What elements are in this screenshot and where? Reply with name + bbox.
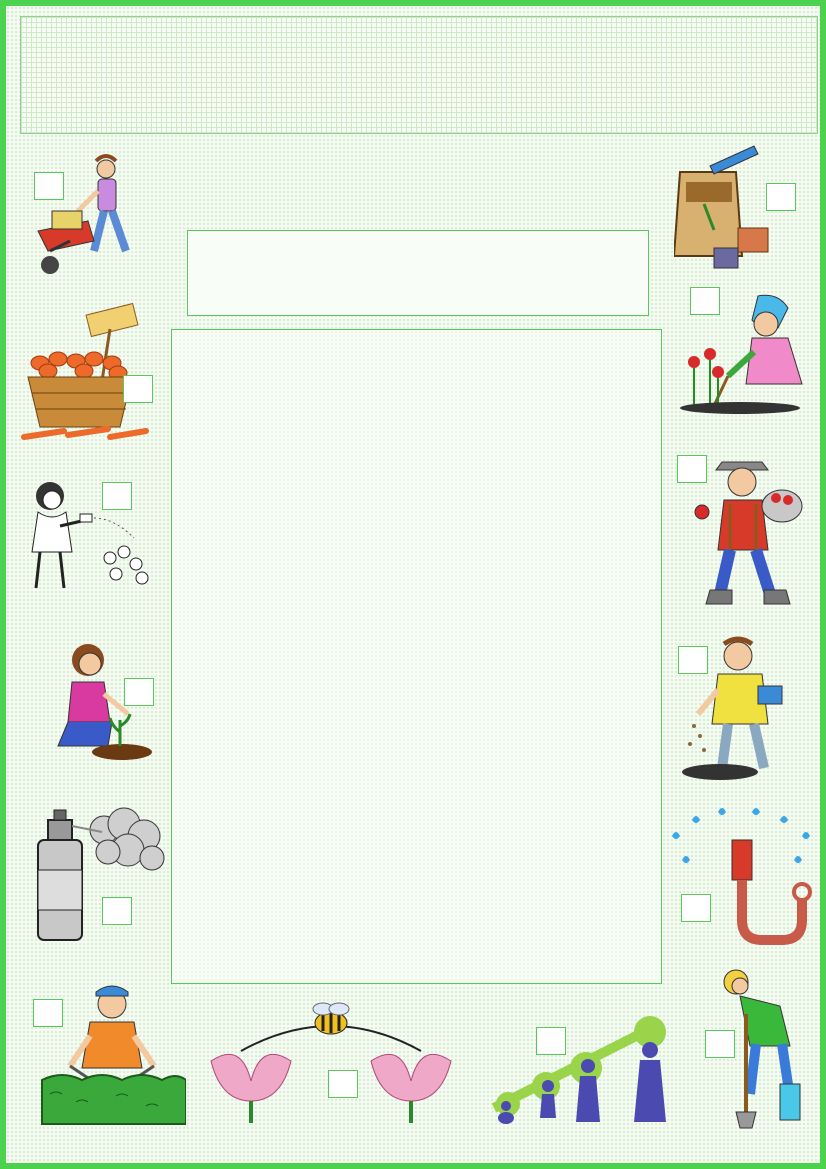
- picture-label-i: [705, 1030, 735, 1058]
- growth-stages-icon: [484, 1016, 676, 1128]
- spray-can-icon: [24, 806, 174, 946]
- picture-label-e: [102, 897, 132, 925]
- picture-label-m: [690, 287, 720, 315]
- picture-label-f: [33, 999, 63, 1027]
- carrot-basket-icon: [18, 301, 158, 446]
- picture-label-j: [681, 894, 711, 922]
- weeding-woman-icon: [666, 288, 814, 418]
- fertilizer-bag-icon: [674, 142, 774, 277]
- picture-label-a: [34, 172, 64, 200]
- picture-label-k: [678, 646, 708, 674]
- bee-pollination-icon: [201, 1001, 463, 1126]
- picture-label-b: [123, 375, 153, 403]
- watering-woman-icon: [20, 478, 155, 593]
- sprinkler-icon: [662, 806, 822, 956]
- picture-label-h: [536, 1027, 566, 1055]
- exercise-box: [171, 329, 662, 984]
- picture-label-g: [328, 1070, 358, 1098]
- word-box: [187, 230, 649, 316]
- wheelbarrow-gardener-icon: [34, 151, 154, 281]
- picture-label-l: [677, 455, 707, 483]
- picture-label-n: [766, 183, 796, 211]
- picture-label-d: [124, 678, 154, 706]
- picture-label-c: [102, 482, 132, 510]
- title-banner: [20, 16, 818, 134]
